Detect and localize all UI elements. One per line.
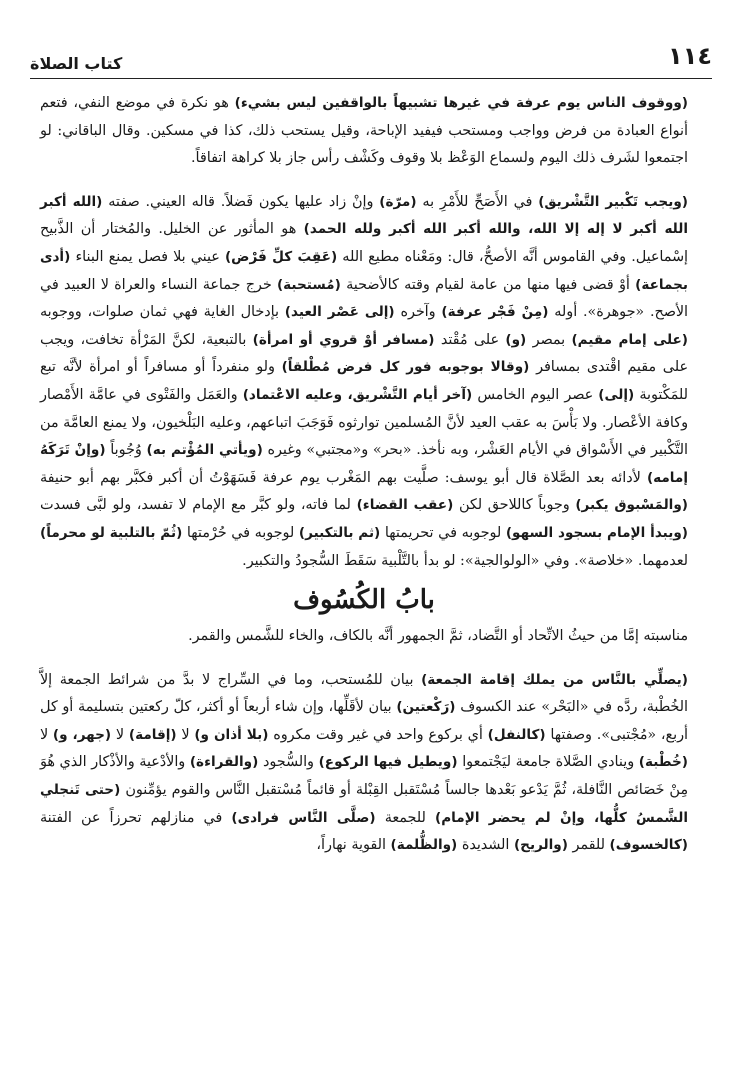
commentary-text: في الأَصَحِّ للأَمْرِ به xyxy=(416,193,539,210)
commentary-text: بيان للمُستحب، وما في السِّراج لا بدَّ من شرائط الجمعة إلاَّ الخُطْبة، ردَّه في «البَحْر» عند الكسوف xyxy=(40,671,688,716)
bold-matn-text: (والريح) xyxy=(513,837,568,854)
commentary-text: أوْ قضى فيها منها من عامة لقيام وقته كالأضحية xyxy=(340,276,636,293)
bold-matn-text: (عقب القضاء) xyxy=(356,497,454,514)
bold-matn-text: (ثُمّ بالتلبية لو محرماً) xyxy=(40,524,183,541)
commentary-text: الشديدة xyxy=(457,837,514,854)
commentary-text: لما فاته، ولو كبَّر مع الإمام لا تفسد، ولو لبَّى فسدت xyxy=(40,497,357,514)
commentary-text: هو المأثور عن الخليل. والمُختار أن الذَّبيح إسْماعيل. وفي القاموس أنَّه الأصحُّ، قال: ومَعْناه مطيع الله xyxy=(40,221,688,265)
commentary-text: بإدخال الغاية فهي ثمان صلوات، ووجوبه xyxy=(40,304,285,321)
commentary-text: القوية نهاراً، xyxy=(316,837,391,854)
commentary-text: بمصر xyxy=(526,331,572,348)
paragraph-munasaba xyxy=(40,623,688,651)
bold-matn-text: (ويطيل فيها الركوع) xyxy=(318,754,458,771)
commentary-text: وإنْ زاد عليها يكون فَضلاً. قاله العيني. صفته xyxy=(102,193,380,210)
commentary-text: عيني بلا فصل يمنع البناء xyxy=(70,248,225,265)
bold-matn-text: (رَكْعتين) xyxy=(396,699,456,716)
bold-matn-text: (خُطْبة) xyxy=(638,754,688,771)
bold-matn-text: (كالنفل) xyxy=(487,726,546,743)
bold-matn-text: (ويجب تَكْبير التَّشْريق) xyxy=(538,193,688,210)
commentary-text: مناسبته إمَّا من حيثُ الاتِّحاد أو التَّضاد، ثمَّ الجمهور أنَّه بالكاف، والخاء للشَّمس والقمر. xyxy=(188,628,688,645)
bold-matn-text: (عَقِبَ كلِّ فَرْض) xyxy=(224,248,338,265)
bold-matn-text: (والمَسْبوق يكبر) xyxy=(575,497,688,514)
chapter-title: بابُ الكُسُوف xyxy=(293,585,435,616)
bold-matn-text: (يصلِّي بالنَّاس من يملك إقامة الجمعة) xyxy=(421,671,688,688)
bold-matn-text: (مُستحبة) xyxy=(276,276,341,293)
bold-matn-text: (كالخسوف) xyxy=(609,837,688,854)
commentary-text: للقمر xyxy=(567,837,610,854)
bold-matn-text: (وقالا بوجوبه فور كل فرض مُطْلقاً) xyxy=(281,359,530,376)
bold-matn-text: (إلى) xyxy=(598,386,635,403)
commentary-text: لوجوبه في تحريمتها xyxy=(380,524,506,541)
commentary-text: لا xyxy=(111,726,129,743)
commentary-text: لأدائه بعد الصَّلاة قال أبو يوسف: صلَّيت بهم المَغْرب يوم عرفة فَسَهَوْتُ أن أكبر فكبَّر بهم أبو حنيفة xyxy=(40,469,647,486)
commentary-text: والعَمَل والفَتْوى في عامَّة الأَمْصار وكافة الأعْصار. ولا بَأْسَ به عقب العيد لأنَّ المُسلمين توارثوه فَوَجَبَ اتباعهم، وعليه البَلْخيون، ولا يمنع العامَّة من التَّكْبير في الأَسْواق في الأيام العَشْر، وبه نأخذ. «بحر» و«مجتبي» وغيره xyxy=(40,386,688,459)
bold-matn-text: (ويأتي المُؤْتم به) xyxy=(146,442,263,459)
commentary-text: والسُّجود xyxy=(258,754,319,771)
bold-matn-text: (أدى بجماعة) xyxy=(40,248,688,293)
bold-matn-text: (على إمام مقيم) xyxy=(571,331,689,348)
paragraph-takbir-tashriq xyxy=(40,189,688,575)
bold-matn-text: (بلا أذان و) xyxy=(194,726,269,743)
commentary-text: عصر اليوم الخامس xyxy=(472,386,599,403)
bold-matn-text: (مسافر أوْ قروي أو امرأة) xyxy=(252,331,435,348)
commentary-text: وجوباً كاللاحق لكن xyxy=(453,497,576,514)
commentary-text: لوجوبه في حُرْمتها xyxy=(182,524,299,541)
commentary-text: لا xyxy=(40,726,53,743)
running-title: كتاب الصلاة xyxy=(30,54,123,73)
commentary-text: لا xyxy=(176,726,195,743)
bold-matn-text: (والقراءة) xyxy=(189,754,259,771)
bold-matn-text: (والظُّلمة) xyxy=(390,837,458,854)
commentary-text: وُجُوباً xyxy=(105,442,147,459)
bold-matn-text: (إلى عَصْر العيد) xyxy=(284,304,395,321)
page-number: ١١٤ xyxy=(668,42,712,70)
bold-matn-text: (صلَّى النَّاس فرادى) xyxy=(231,809,376,826)
commentary-text: بيان لأقَلِّها، وإن شاء أربعاً أو أكثر، كلّ ركعتين بتسليمة أو كل أربع، «مُجْتبى». وصفتها xyxy=(40,699,689,743)
commentary-text: والأدْعية والأذْكار الذي هُوَ مِنْ خَصَائص النَّافلة، ثُمَّ يَدْعو بَعْدها جالساً مُسْتَقبل القِبْلة أو قائماً مُسْتقبل النَّاس والقوم يؤمِّنون xyxy=(40,754,688,799)
commentary-text: هو نكرة في موضع النفي، فتعم أنواع العبادة من فرض وواجب ومستحب فيفيد الإباحة، وقيل يستحب ذلك، كذا في مسكين. وقال الباقاني: لو اجتمعوا لشَرف ذلك اليوم ولسماع الوَعْظ بلا وقوف وكَشْف رأس جاز بلا كراهة اتفاقاً. xyxy=(40,95,688,167)
bold-matn-text: (مِنْ فَجْر عرفة) xyxy=(441,304,549,321)
bold-matn-text: (جهر، و) xyxy=(52,726,112,743)
paragraph-wuquf xyxy=(40,90,688,173)
commentary-text: وينادي الصَّلاة جامعة ليَجْتمعوا xyxy=(457,754,639,771)
paragraph-kusuf-prayer xyxy=(40,667,688,860)
commentary-text: خرج جماعة النساء والعراة لا العبيد في الأصح. «جوهرة». أوله xyxy=(40,276,688,321)
bold-matn-text: (وإنْ تَرَكَهُ إمامه) xyxy=(40,442,688,486)
page-header xyxy=(30,42,712,79)
commentary-text: على مُقْتد xyxy=(434,331,506,348)
commentary-text: وآخره xyxy=(394,304,442,321)
commentary-text: لعدمهما. «خلاصة». وفي «الولوالجية»: لو بدأ بالتَّلْبية سَقَطَ السُّجودُ والتكبير. xyxy=(242,552,688,569)
bold-matn-text: (الله أكبر الله أكبر لا إله إلا الله، والله أكبر الله أكبر ولله الحمد) xyxy=(40,193,688,238)
bold-matn-text: (آخر أيام التَّشْريق، وعليه الاعْتماد) xyxy=(242,386,473,403)
bold-matn-text: (إقامة) xyxy=(128,726,177,743)
bold-matn-text: (حتى تَنجلي الشَّمسُ كلُّها، وإنْ لم يحضر الإمام) xyxy=(40,782,688,826)
commentary-text: في منازلهم تحرزاً عن الفتنة xyxy=(40,809,232,826)
commentary-text: للجمعة xyxy=(375,809,435,826)
bold-matn-text: (مرّة) xyxy=(379,193,417,210)
bold-matn-text: (و) xyxy=(505,331,527,348)
bold-matn-text: (ثم بالتكبير) xyxy=(298,524,381,541)
commentary-text: بالتبعية، لكنَّ المَرْأة تخافت، ويجب على مقيم اقْتدى بمسافر xyxy=(40,331,688,376)
commentary-text: أي بركوع واحد في غير وقت مكروه xyxy=(268,726,488,743)
page-content xyxy=(40,90,688,866)
bold-matn-text: (ووقوف الناس يوم عرفة في غيرها تشبيهاً بالواقفين ليس بشيء) xyxy=(234,95,688,111)
bold-matn-text: (ويبدأ الإمام بسجود السهو) xyxy=(505,524,688,541)
commentary-text: ولو منفرداً أو مسافراً أو امرأة لأنَّه تبع للمَكْتوبة xyxy=(40,359,688,403)
